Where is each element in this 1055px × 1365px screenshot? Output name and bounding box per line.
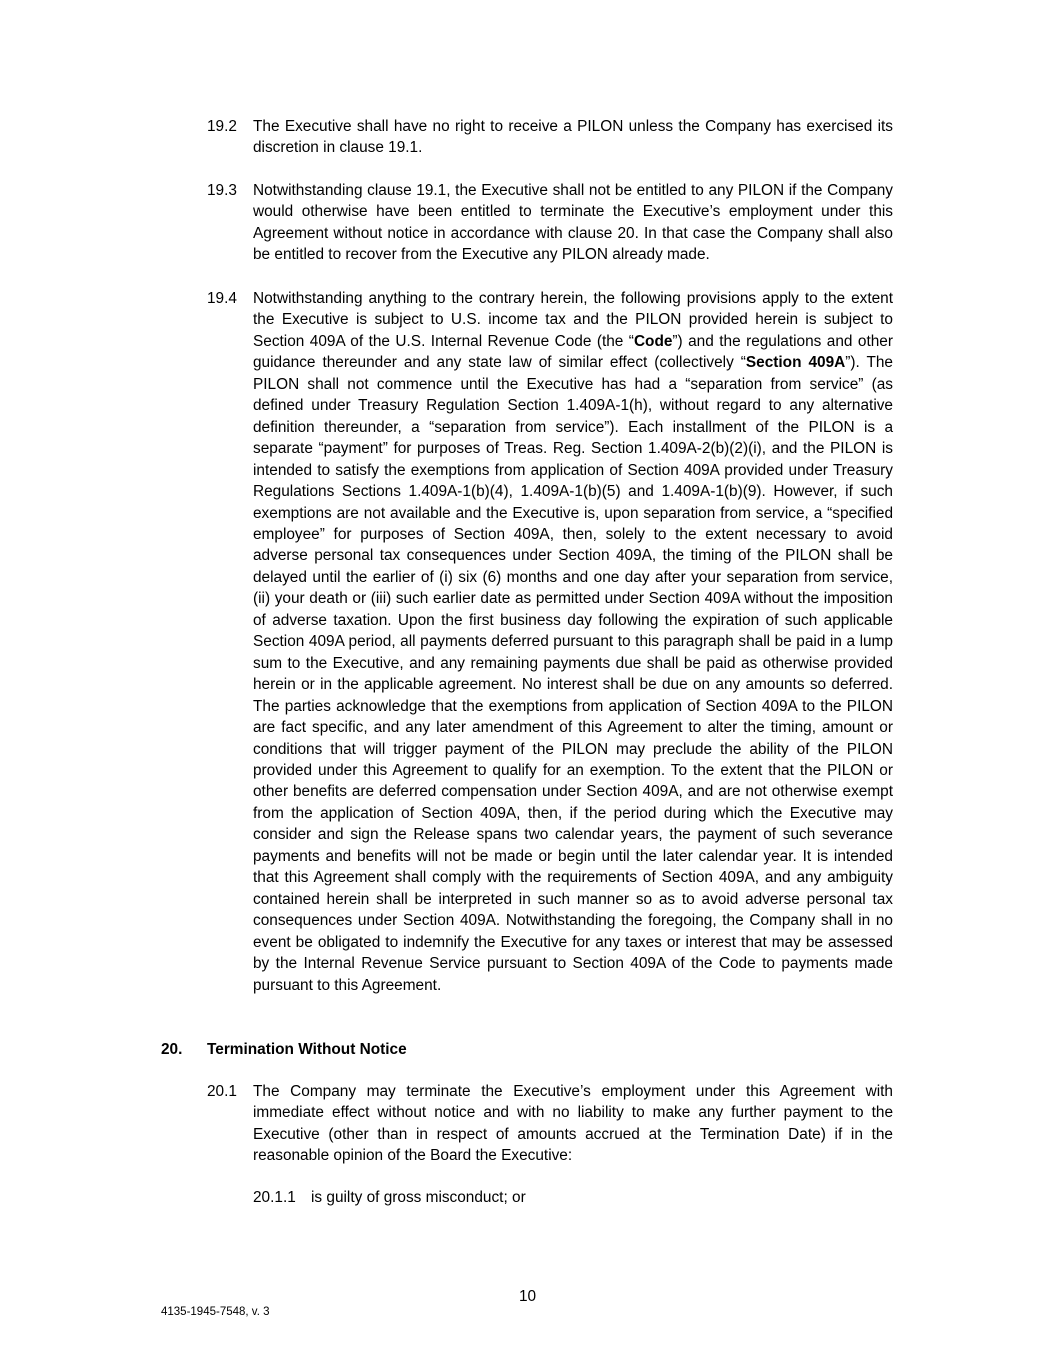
- clause-number: 19.3: [207, 182, 237, 199]
- clause-text-part: ”). The PILON shall not commence until the Executive has had a “separation from service” (as defined under Treasury Regulation Section 1.409A-1(h), without regard to any alternative definition thereunder, a “separation from service”). Each installment of the PILON is a separate “payment” for purposes of Treas. Reg. Section 1.409A-2(b)(2)(i), and the PILON is intended to satisfy the exemptions from application of Section 409A provided under Treasury Regulations Sections 1.409A-1(b)(4), 1.409A-1(b)(5) and 1.409A-1(b)(9). However, if such exemptions are not available and the Executive is, upon separation from service, a “specified employee” for purposes of Section 409A, then, solely to the extent necessary to avoid adverse personal tax consequences under Section 409A, the timing of the PILON shall be delayed until the earlier of (i) six (6) months and one day after your separation from service, (ii) your death or (iii) such earlier date as permitted under Section 409A without the imposition of adverse taxation. Upon the first business day following the expiration of such applicable Section 409A period, all payments deferred pursuant to this paragraph shall be paid in a lump sum to the Executive, and any remaining payments due shall be paid as otherwise provided herein or in the applicable agreement. No interest shall be due on any amounts so deferred. The parties acknowledge that the exemptions from application of Section 409A to the PILON are fact specific, and any later amendment of this Agreement to alter the timing, amount or conditions that will trigger payment of the PILON may preclude the ability of the PILON provided under this Agreement to qualify for an exemption. To the extent that the PILON or other benefits are deferred compensation under Section 409A, and are not otherwise exempt from the application of Section 409A, then, if the period during which the Executive may consider and sign the Release spans two calendar years, the payment of such severance payments and benefits will not be made or begin until the later calendar year. It is intended that this Agreement shall comply with the requirements of Section 409A, and any ambiguity contained herein shall be interpreted in such manner so as to avoid adverse personal tax consequences under Section 409A. Notwithstanding the foregoing, the Company shall in no event be obligated to indemnify the Executive for any taxes or interest that may be assessed by the Internal Revenue Service pursuant to Section 409A of the Code to payments made pursuant to this Agreement.: [253, 354, 893, 994]
- clause-number: 19.4: [207, 290, 237, 307]
- clause-20-1: [207, 1081, 893, 1167]
- clause-text-part: ”) and the regulations and other guidance thereunder and any state law of similar effect (collectively “: [253, 332, 893, 372]
- clause-text: The Company may terminate the Executive’s employment under this Agreement with immediate effect without notice and with no liability to make any further payment to the Executive (other than in respect of amounts accrued at the Termination Date) if in the reasonable opinion of the Board the Executive:: [253, 1083, 893, 1165]
- clause-19-2: [207, 116, 893, 159]
- clause-text: [253, 288, 893, 996]
- clause-20-1-1: [253, 1187, 526, 1208]
- clause-number: 19.2: [207, 118, 237, 135]
- clause-number: 20.1: [207, 1083, 237, 1100]
- defined-term-code: Code: [633, 332, 673, 350]
- page-number: 10: [518, 1288, 537, 1305]
- clause-19-3: [207, 180, 893, 266]
- clause-text: The Executive shall have no right to receive a PILON unless the Company has exercised its discretion in clause 19.1.: [253, 118, 893, 157]
- section-number: 20.: [161, 1041, 183, 1058]
- section-heading-20: [161, 1039, 407, 1060]
- clause-number: 20.1.1: [253, 1189, 296, 1206]
- defined-term-section-409a: Section 409A: [745, 354, 846, 372]
- clause-19-4: [207, 288, 893, 996]
- section-title: Termination Without Notice: [207, 1041, 407, 1058]
- clause-text: is guilty of gross misconduct; or: [311, 1189, 526, 1206]
- clause-text: Notwithstanding clause 19.1, the Executive shall not be entitled to any PILON if the Company would otherwise have been entitled to terminate the Executive’s employment under this Agreement without notice in accordance with clause 20. In that case the Company shall also be entitled to recover from the Executive any PILON already made.: [253, 182, 893, 264]
- document-id: 4135-1945-7548, v. 3: [161, 1306, 270, 1318]
- clause-text-part: Notwithstanding anything to the contrary herein, the following provisions apply to the extent the Executive is subject to U.S. income tax and the PILON provided herein is subject to Section 409A of the U.S. Internal Revenue Code (the “: [253, 290, 893, 350]
